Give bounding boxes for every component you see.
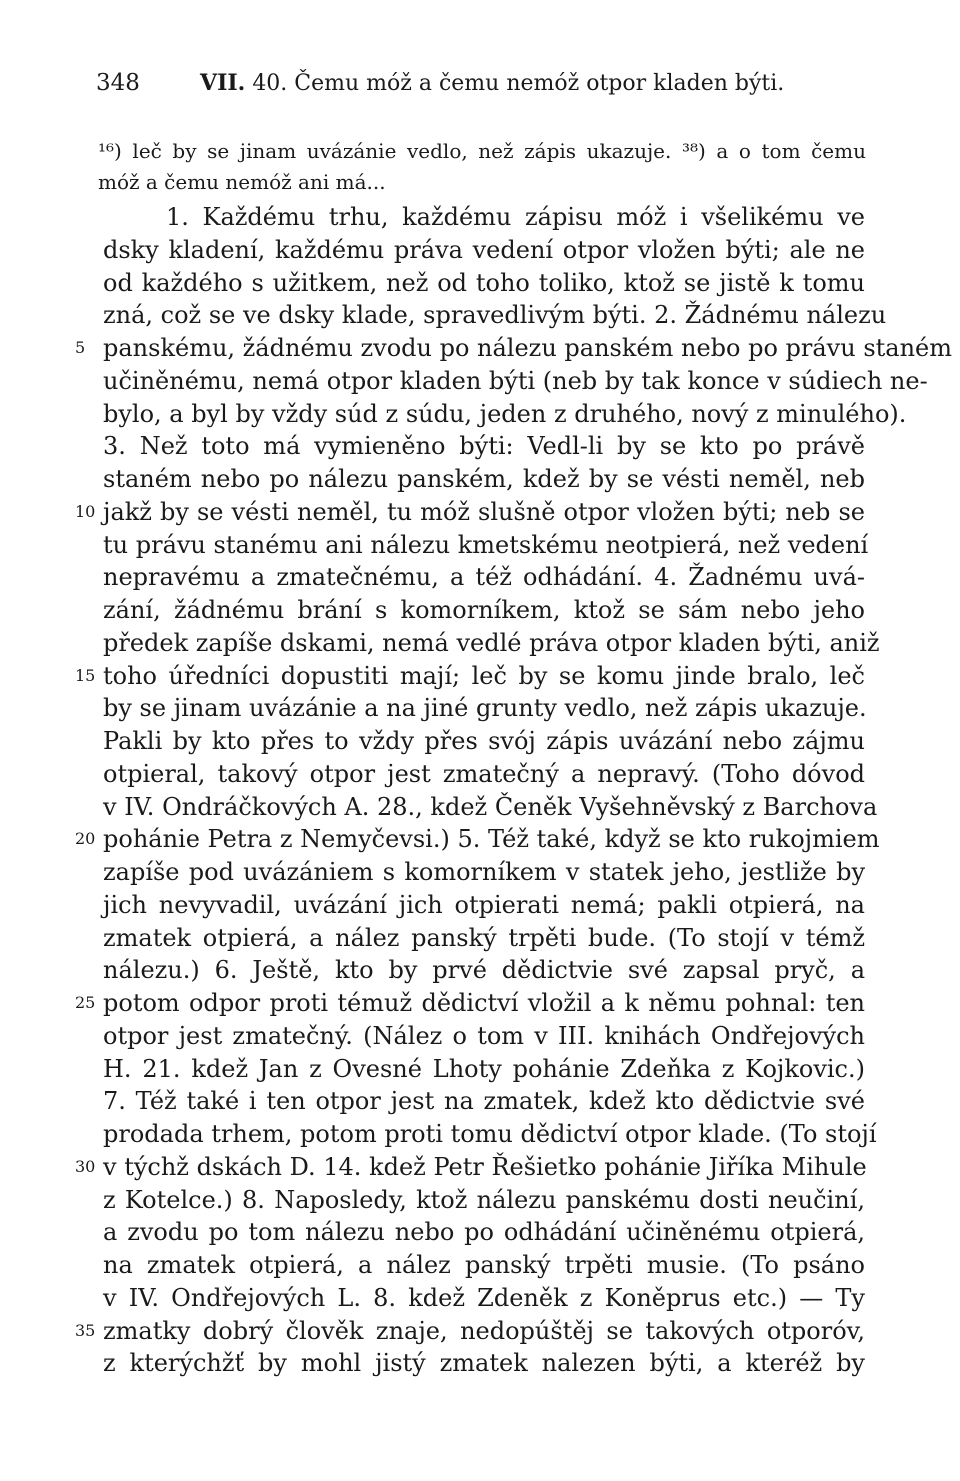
line-number: 15 [75,665,96,685]
line-number: 30 [75,1156,96,1176]
text-line [103,758,865,791]
line-text: na zmatek otpierá, a nález panský trpěti musie. (To psáno [103,1251,865,1279]
line-text: zmatek otpierá, a nález panský trpěti bude. (To stojí v témž [103,923,865,952]
note-line: móž a čemu nemóž ani má... [98,170,386,194]
text-line [103,365,928,398]
line-text: H. 21. kdež Jan z Ovesné Lhoty pohánie Zdeňka z Kojkovic.) [103,1054,865,1083]
text-line [103,725,865,758]
text-line [103,692,865,725]
text-line [103,430,865,463]
text-line [103,1085,865,1118]
footnote-apparatus [98,136,866,198]
line-text: jakž by se vésti neměl, tu móž slušně otpor vložen býti; neb se [103,497,865,526]
text-line [103,234,865,267]
main-text [75,201,952,1380]
text-line [103,1347,865,1380]
line-text: by se jinam uvázánie a na jiné grunty vedlo, než zápis ukazuje. [103,694,867,723]
line-text: potom odpor proti témuž dědictví vložil a k němu pohnal: ten [103,989,865,1017]
line-text: 7. Též také i ten otpor jest na zmatek, kdež kto dědictvie své [103,1087,865,1116]
line-text: z Kotelce.) 8. Naposledy, ktož nálezu panskému dosti neučiní, [103,1185,865,1214]
line-number: 35 [75,1320,96,1340]
line-number: 25 [75,993,96,1012]
text-line [75,660,865,693]
text-line [103,463,865,496]
line-text: od každého s užitkem, než od toho toliko, ktož se jistě k tomu [103,268,865,297]
line-text: panskému, žádnému zvodu po nálezu panském nebo po právu staném [103,334,952,362]
text-line [103,627,880,660]
line-number: 5 [75,338,86,357]
text-line [103,1249,865,1282]
line-text: v týchž dskách D. 14. kdež Petr Řešietko pohánie Jiříka Mihule [103,1152,867,1181]
text-line [75,1315,865,1348]
text-line [75,332,952,365]
line-text: staném nebo po nálezu panském, kdež by se vésti neměl, neb [103,465,865,493]
line-text: prodada trhem, potom proti tomu dědictví otpor klade. (To stojí [103,1120,877,1148]
running-title: 40. Čemu móž a čemu nemóž otpor kladen býti. [252,71,785,96]
line-text: nepravému a zmatečnému, a též odhádání. 4. Žadnému uvá- [103,563,865,592]
text-line [103,1184,865,1217]
line-text: zapíše pod uvázániem s komorníkem v statek jeho, jestliže by [103,858,865,886]
chapter-number: VII. [200,70,246,96]
text-line [103,529,869,562]
line-text: toho úředníci dopustiti mají; leč by se komu jinde bralo, leč [103,661,865,690]
text-line [103,267,865,300]
text-line [75,987,865,1020]
line-text: Pakli by kto přes to vždy přes svój zápis uvázání nebo zájmu [103,727,865,755]
line-text: otpieral, takový otpor jest zmatečný a nepravý. (Toho dóvod [103,759,865,788]
line-text: 1. Každému trhu, každému zápisu móž i všelikému ve [166,203,865,231]
line-number: 20 [75,829,96,849]
line-text: předek zapíše dskami, nemá vedlé práva otpor kladen býti, aniž [103,628,880,657]
line-text: zmatky dobrý člověk znaje, nedopúštěj se takových otporóv, [103,1316,865,1345]
text-line [75,496,865,529]
text-line [103,922,865,955]
line-text: zání, žádnému brání s komorníkem, ktož se sám nebo jeho [103,596,865,624]
line-text: pohánie Petra z Nemyčevsi.) 5. Též také, když se kto rukojmiem [103,825,880,854]
text-line [103,791,878,824]
text-line [75,823,880,856]
text-line [75,1151,867,1184]
line-text: 3. Než toto má vymieněno býti: Vedl-li by se kto po právě [103,432,865,461]
line-text: tu právu stanému ani nálezu kmetskému neotpierá, než vedení [103,530,869,559]
running-head [96,66,866,100]
page-number: 348 [96,70,140,96]
text-line [103,561,865,594]
line-text: bylo, a byl by vždy súd z súdu, jeden z druhého, nový z minulého). [103,399,907,428]
text-line [103,1118,877,1151]
text-line [103,1216,865,1249]
line-text: z kterýchžť by mohl jistý zmatek nalezen býti, a kteréž by [103,1349,865,1378]
line-text: v IV. Ondráčkových A. 28., kdež Čeněk Vyšehněvský z Barchova [103,792,878,821]
line-text: a zvodu po tom nálezu nebo po odhádání učiněnému otpierá, [103,1218,865,1247]
text-line [103,1020,865,1053]
text-line [103,398,907,431]
text-line [103,856,865,889]
text-line [103,594,865,627]
note-line: ¹⁶) leč by se jinam uvázánie vedlo, než zápis ukazuje. ³⁸) a o tom čemu [98,139,866,163]
text-line [103,954,865,987]
line-text: učiněnému, nemá otpor kladen býti (neb by tak konce v súdiech ne- [103,366,928,395]
line-text: nálezu.) 6. Ještě, kto by prvé dědictvie své zapsal pryč, a [103,956,865,985]
line-text: v IV. Ondřejových L. 8. kdež Zdeněk z Koněprus etc.) — Ty [103,1283,865,1312]
line-text: otpor jest zmatečný. (Nález o tom v III. knihách Ondřejových [103,1021,865,1050]
text-line [103,1053,865,1086]
text-line [103,1282,865,1315]
line-number: 10 [75,501,96,521]
text-line [103,889,865,922]
text-line [103,201,865,234]
line-text: jich nevyvadil, uvázání jich otpierati nemá; pakli otpierá, na [103,890,865,919]
text-line [103,299,887,332]
line-text: dsky kladení, každému práva vedení otpor vložen býti; ale ne [103,235,865,264]
line-text: zná, což se ve dsky klade, spravedlivým býti. 2. Žádnému nálezu [103,301,887,330]
